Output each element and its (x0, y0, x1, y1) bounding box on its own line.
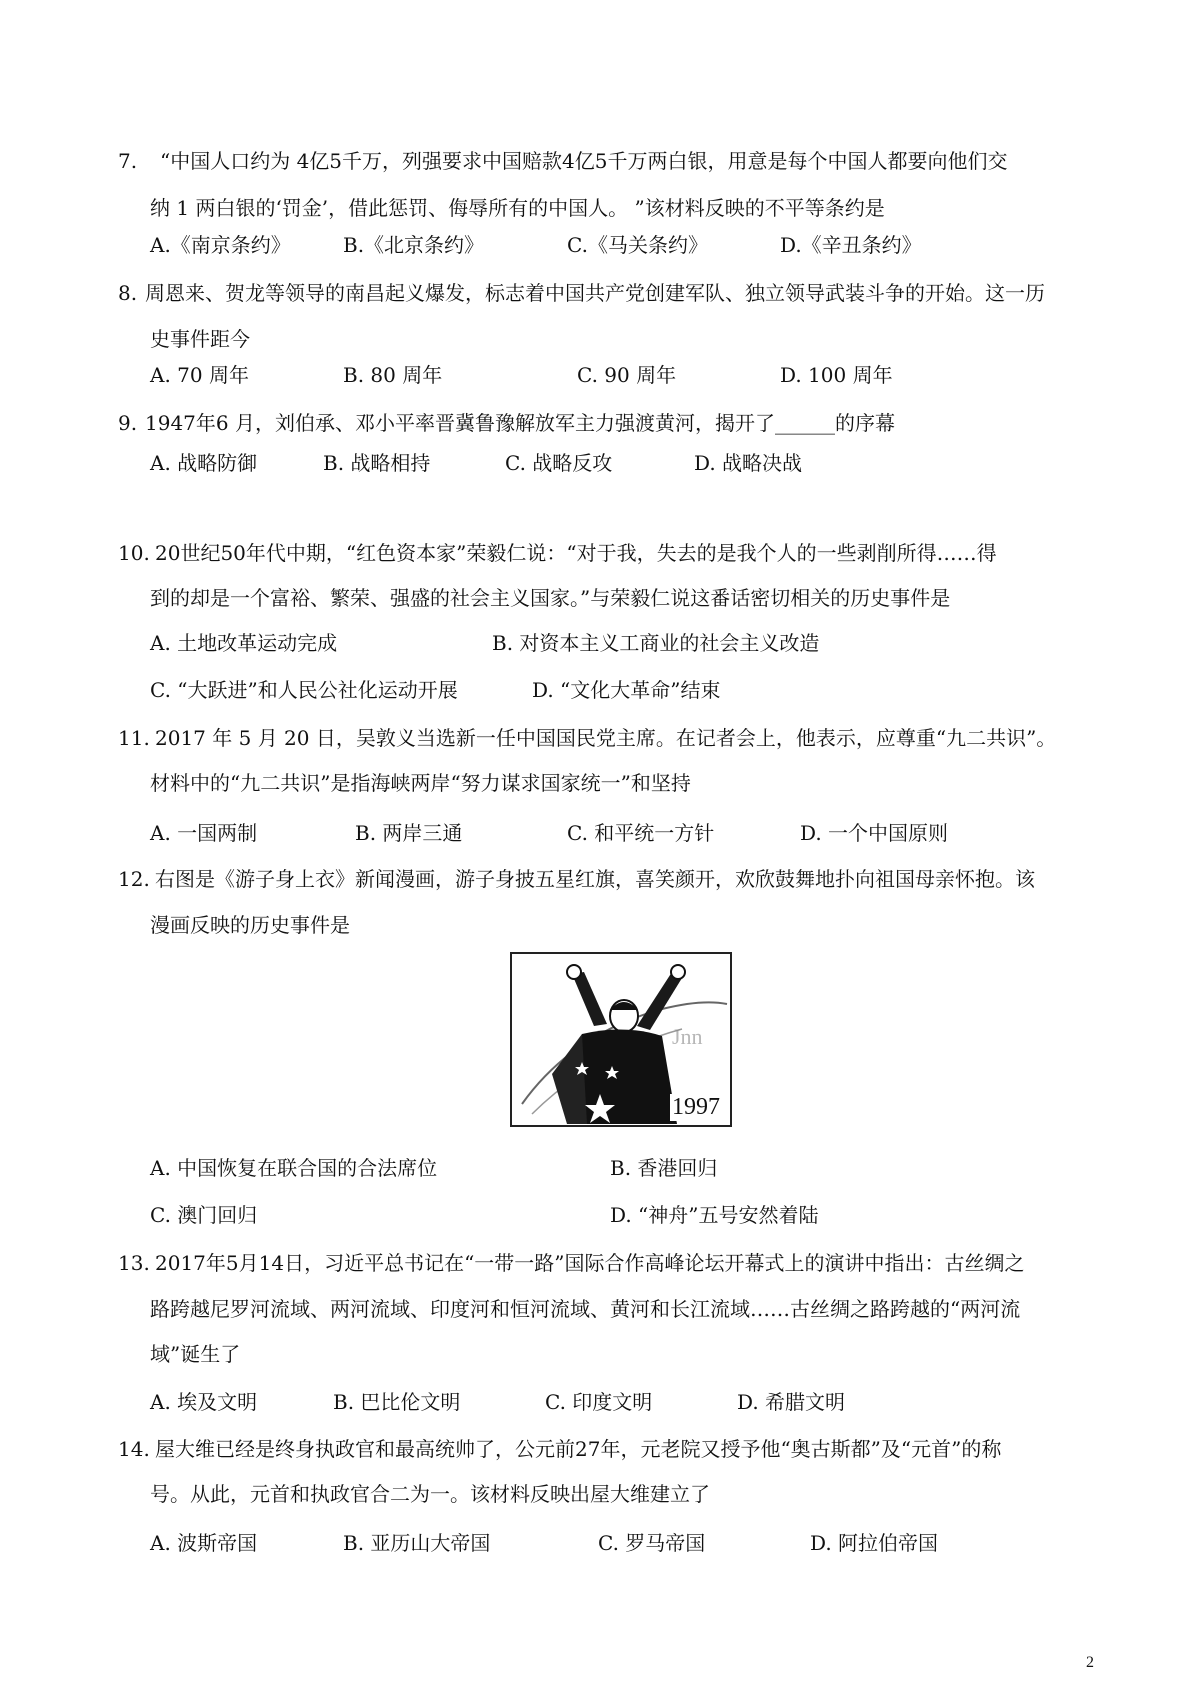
question-11-option-a: A. 一国两制 (150, 821, 258, 845)
question-13-line-3: 域”诞生了 (150, 1342, 241, 1366)
question-14-option-b: B. 亚历山大帝国 (343, 1531, 491, 1555)
question-12-number: 12. (118, 867, 150, 891)
question-8-number: 8. (118, 281, 138, 305)
question-13-line-2: 路跨越尼罗河流域、两河流域、印度河和恒河流域、黄河和长江流域……古丝绸之路跨越的“两河流 (150, 1297, 1021, 1321)
question-8-line-1: 周恩来、贺龙等领导的南昌起义爆发，标志着中国共产党创建军队、独立领导武装斗争的开始。这一历 (145, 281, 1045, 305)
question-14-option-c: C. 罗马帝国 (598, 1531, 706, 1555)
question-10-option-b: B. 对资本主义工商业的社会主义改造 (492, 631, 820, 655)
question-7-option-d: D.《辛丑条约》 (780, 233, 922, 257)
question-10-number: 10. (118, 541, 150, 565)
question-8-line-2: 史事件距今 (150, 327, 250, 351)
question-9-line-1: 1947年6 月，刘伯承、邓小平率晋冀鲁豫解放军主力强渡黄河，揭开了______的序幕 (145, 411, 895, 435)
question-9-number: 9. (118, 411, 138, 435)
question-12-line-1: 右图是《游子身上衣》新闻漫画，游子身披五星红旗，喜笑颜开，欢欣鼓舞地扑向祖国母亲怀抱。该 (155, 867, 1035, 891)
question-7-option-c: C.《马关条约》 (567, 233, 708, 257)
question-12-line-2: 漫画反映的历史事件是 (150, 913, 350, 937)
question-8-option-c: C. 90 周年 (577, 363, 677, 387)
question-8-option-d: D. 100 周年 (780, 363, 893, 387)
question-14-number: 14. (118, 1437, 150, 1461)
question-13-number: 13. (118, 1251, 150, 1275)
question-7-option-a: A.《南京条约》 (150, 233, 291, 257)
question-10-option-d: D. “文化大革命”结束 (532, 678, 721, 702)
question-7-number: 7. (118, 149, 138, 173)
question-9-option-c: C. 战略反攻 (505, 451, 613, 475)
question-10-option-c: C. “大跃进”和人民公社化运动开展 (150, 678, 458, 702)
question-13-option-d: D. 希腊文明 (737, 1390, 846, 1414)
question-7-line-1: “中国人口约为 4亿5千万，列强要求中国赔款4亿5千万两白银，用意是每个中国人都要向他们交 (160, 149, 1008, 173)
question-9-option-d: D. 战略决战 (694, 451, 803, 475)
question-13-option-c: C. 印度文明 (545, 1390, 653, 1414)
question-11-option-c: C. 和平统一方针 (567, 821, 715, 845)
question-9-option-b: B. 战略相持 (323, 451, 431, 475)
question-13-option-a: A. 埃及文明 (150, 1390, 258, 1414)
question-10-option-a: A. 土地改革运动完成 (150, 631, 338, 655)
question-12-option-a: A. 中国恢复在联合国的合法席位 (150, 1156, 438, 1180)
question-12-option-c: C. 澳门回归 (150, 1203, 258, 1227)
question-7-line-2: 纳 1 两白银的‘罚金’，借此惩罚、侮辱所有的中国人。 ”该材料反映的不平等条约是 (150, 196, 885, 220)
question-14-line-1: 屋大维已经是终身执政官和最高统帅了，公元前27年，元老院又授予他“奥古斯都”及“元首”的称 (155, 1437, 1002, 1461)
cartoon-image (510, 952, 732, 1127)
question-13-line-1: 2017年5月14日，习近平总书记在“一带一路”国际合作高峰论坛开幕式上的演讲中指出：古丝绸之 (155, 1251, 1025, 1275)
question-10-line-1: 20世纪50年代中期，“红色资本家”荣毅仁说：“对于我，失去的是我个人的一些剥削所得……得 (155, 541, 997, 565)
question-14-option-a: A. 波斯帝国 (150, 1531, 258, 1555)
question-11-line-1: 2017 年 5 月 20 日，吴敦义当选新一任中国国民党主席。在记者会上，他表示，应尊重“九二共识”。 (155, 726, 1057, 750)
question-12-option-b: B. 香港回归 (610, 1156, 718, 1180)
question-8-option-a: A. 70 周年 (150, 363, 249, 387)
question-9-option-a: A. 战略防御 (150, 451, 258, 475)
question-14-line-2: 号。从此，元首和执政官合二为一。该材料反映出屋大维建立了 (150, 1482, 710, 1506)
svg-text:Jnn: Jnn (672, 1024, 703, 1049)
question-11-number: 11. (118, 726, 150, 750)
cartoon-year-label: 1997 (672, 1094, 720, 1120)
question-13-option-b: B. 巴比伦文明 (333, 1390, 461, 1414)
question-11-option-d: D. 一个中国原则 (800, 821, 949, 845)
question-8-option-b: B. 80 周年 (343, 363, 443, 387)
question-14-option-d: D. 阿拉伯帝国 (810, 1531, 939, 1555)
question-11-option-b: B. 两岸三通 (355, 821, 463, 845)
page-number: 2 (1086, 1654, 1094, 1671)
question-12-option-d: D. “神舟”五号安然着陆 (610, 1203, 819, 1227)
question-7-option-b: B.《北京条约》 (343, 233, 485, 257)
question-10-line-2: 到的却是一个富裕、繁荣、强盛的社会主义国家。”与荣毅仁说这番话密切相关的历史事件是 (150, 586, 951, 610)
question-11-line-2: 材料中的“九二共识”是指海峡两岸“努力谋求国家统一”和坚持 (150, 771, 691, 795)
